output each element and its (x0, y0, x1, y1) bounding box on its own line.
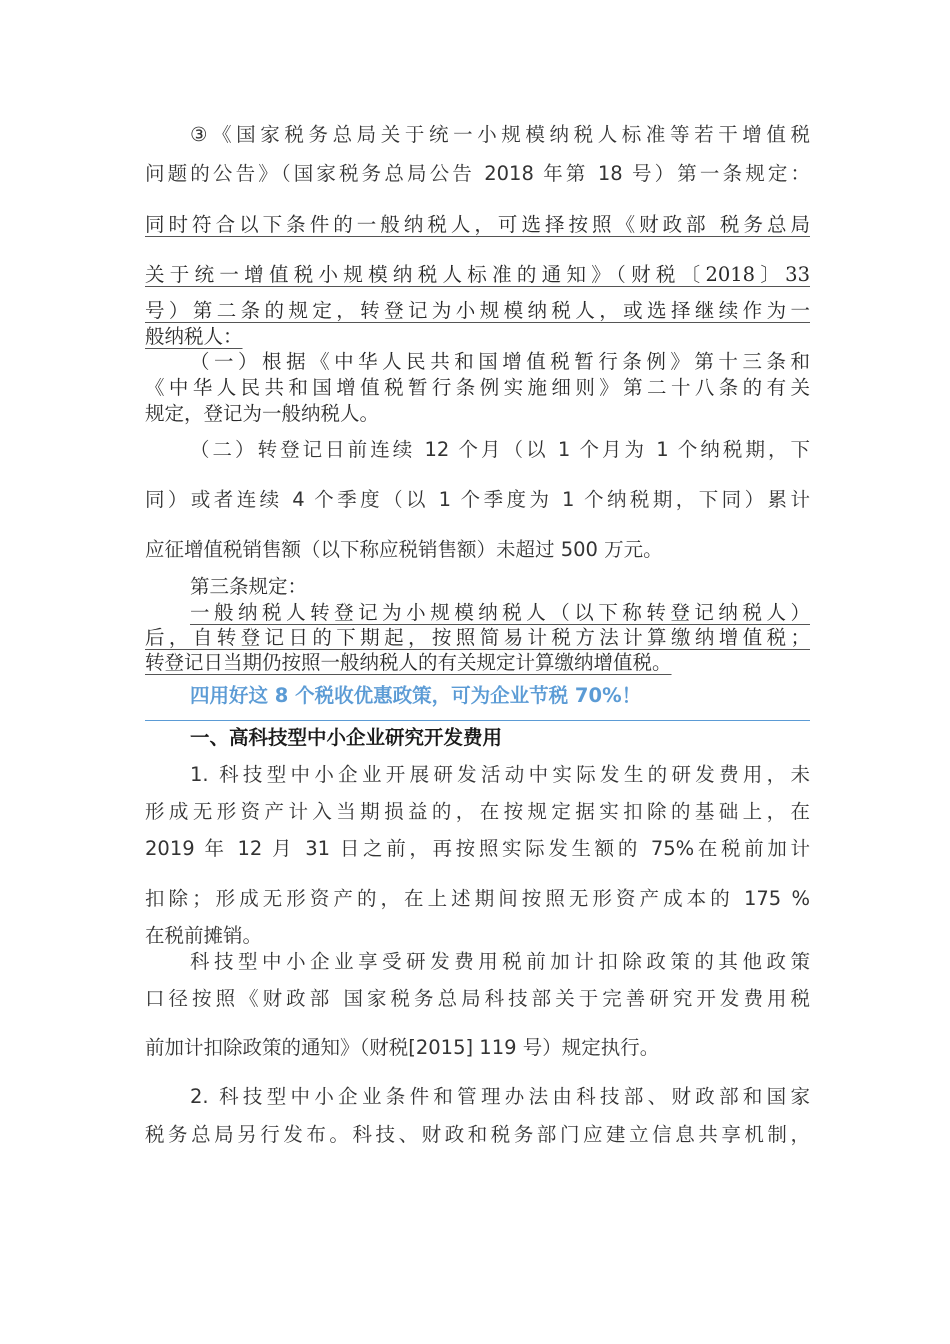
list-item-line: 应征增值税销售额（以下称应税销售额）未超过 500 万元。 (145, 538, 663, 561)
paragraph-line: 扣除；形成无形资产的，在上述期间按照无形资产成本的 175 % (145, 887, 810, 910)
paragraph-line: 税务总局另行发布。科技、财政和税务部门应建立信息共享机制， (145, 1123, 810, 1146)
underlined-line: 号）第二条的规定，转登记为小规模纳税人，或选择继续作为一 (145, 299, 810, 322)
list-item-line: （一）根据《中华人民共和国增值税暂行条例》第十三条和 (190, 350, 810, 373)
article-title: 第三条规定： (190, 575, 308, 598)
paragraph-line: 前加计扣除政策的通知》（财税[2015] 119 号）规定执行。 (145, 1036, 660, 1059)
underlined-line: 转登记日当期仍按照一般纳税人的有关规定计算缴纳增值税。 (145, 651, 672, 674)
paragraph-line: 科技型中小企业享受研发费用税前加计扣除政策的其他政策 (190, 950, 810, 973)
paragraph-line: 在税前摊销。 (145, 924, 263, 947)
section-title: 一、高科技型中小企业研究开发费用 (190, 726, 503, 749)
underlined-line: 关于统一增值税小规模纳税人标准的通知》（财税〔2018〕33 (145, 263, 810, 286)
heading-divider (145, 720, 810, 721)
underlined-line: 一般纳税人转登记为小规模纳税人（以下称转登记纳税人） (190, 601, 810, 624)
paragraph-line: 2019 年 12 月 31 日之前，再按照实际发生额的 75%在税前加计 (145, 837, 810, 860)
paragraph-line: ③《国家税务总局关于统一小规模纳税人标准等若干增值税 (190, 123, 810, 146)
list-item-line: 《中华人民共和国增值税暂行条例实施细则》第二十八条的有关 (145, 376, 810, 399)
underlined-line: 同时符合以下条件的一般纳税人，可选择按照《财政部 税务总局 (145, 213, 810, 236)
paragraph-line: 口径按照《财政部 国家税务总局科技部关于完善研究开发费用税 (145, 987, 810, 1010)
underlined-line: 后，自转登记日的下期起，按照简易计税方法计算缴纳增值税； (145, 626, 810, 649)
paragraph-line: 1. 科技型中小企业开展研发活动中实际发生的研发费用，未 (190, 763, 810, 786)
section-heading-blue: 四用好这 8 个税收优惠政策，可为企业节税 70%！ (190, 684, 642, 707)
paragraph-line: 形成无形资产计入当期损益的，在按规定据实扣除的基础上，在 (145, 800, 810, 823)
list-item-line: 规定，登记为一般纳税人。 (145, 402, 380, 425)
list-item-line: （二）转登记日前连续 12 个月（以 1 个月为 1 个纳税期，下 (190, 438, 810, 461)
paragraph-line: 2. 科技型中小企业条件和管理办法由科技部、财政部和国家 (190, 1085, 810, 1108)
list-item-line: 同）或者连续 4 个季度（以 1 个季度为 1 个纳税期，下同）累计 (145, 488, 810, 511)
underlined-line: 般纳税人： (145, 325, 243, 348)
paragraph-line: 问题的公告》（国家税务总局公告 2018 年第 18 号）第一条规定： (145, 162, 810, 185)
